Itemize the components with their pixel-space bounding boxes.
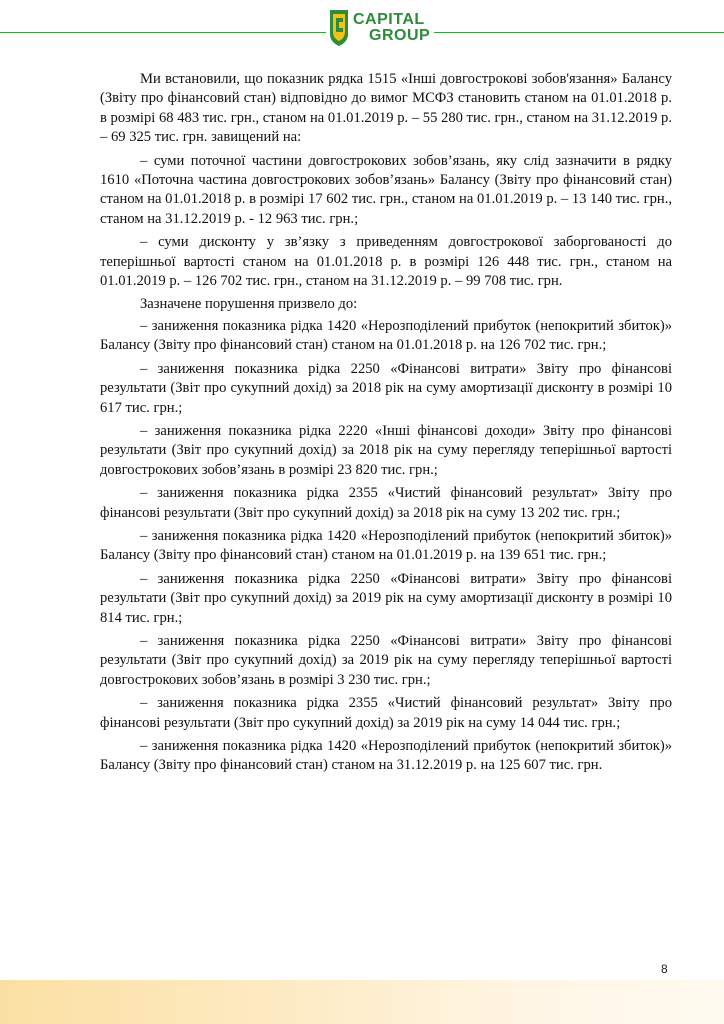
paragraph-item: – заниження показника рідка 2220 «Інші фінансові доходи» Звіту про фінансові результати (Звіт про сукупний дохід) за 2018 рік на суму перегляду теперішньої вартості довгострокових зобов’язань в розмірі 23 820 тис. грн.; bbox=[100, 422, 672, 478]
paragraph-item: – суми поточної частини довгострокових зобов’язань, яку слід зазначити в рядку 1610 «Поточна частина довгострокових зобов’язань» Балансу (Звіту про фінансовий стан) станом на 01.01.2018 р. в розмірі 17 602 тис. грн., станом на 01.01.2019 р. – 13 140 тис. грн., станом на 31.12.2019 р. - 12 963 тис. грн.; bbox=[100, 152, 672, 227]
paragraph-item: – заниження показника рідка 1420 «Нерозподілений прибуток (непокритий збиток)» Балансу (Звіту про фінансовий стан) станом на 01.01.2018 р. на 126 702 тис. грн.; bbox=[100, 317, 672, 354]
paragraph-lead: Зазначене порушення призвело до: bbox=[140, 296, 358, 313]
logo-wordmark bbox=[353, 12, 430, 44]
capital-group-shield-icon bbox=[328, 8, 350, 48]
page-number: 8 bbox=[661, 962, 668, 976]
paragraph-item: – заниження показника рідка 2250 «Фінансові витрати» Звіту про фінансові результати (Звіт про сукупний дохід) за 2019 рік на суму амортизації дисконту в розмірі 10 814 тис. грн.; bbox=[100, 570, 672, 626]
paragraph-item: – суми дисконту у зв’язку з приведенням довгострокової заборгованості до теперішньої вартості станом на 01.01.2018 р. в розмірі 126 448 тис. грн., станом на 01.01.2019 р. – 126 702 тис. грн., станом на 31.12.2019 р. – 99 708 тис. грн. bbox=[100, 234, 672, 290]
paragraph-item: – заниження показника рідка 1420 «Нерозподілений прибуток (непокритий збиток)» Балансу (Звіту про фінансовий стан) станом на 31.12.2019 р. на 125 607 тис. грн. bbox=[100, 738, 672, 774]
footer-band bbox=[0, 980, 724, 1024]
paragraph-item: – заниження показника рідка 2250 «Фінансові витрати» Звіту про фінансові результати (Звіт про сукупний дохід) за 2018 рік на суму амортизації дисконту в розмірі 10 617 тис. грн.; bbox=[100, 360, 672, 416]
paragraph-item: – заниження показника рідка 2355 «Чистий фінансовий результат» Звіту про фінансові результати (Звіт про сукупний дохід) за 2019 рік на суму 14 044 тис. грн.; bbox=[100, 695, 672, 731]
paragraph-item: – заниження показника рідка 1420 «Нерозподілений прибуток (непокритий збиток)» Балансу (Звіту про фінансовий стан) станом на 01.01.2019 р. на 139 651 тис. грн.; bbox=[100, 527, 672, 564]
paragraph-item: – заниження показника рідка 2250 «Фінансові витрати» Звіту про фінансові результати (Звіт про сукупний дохід) за 2019 рік на суму перегляду теперішньої вартості довгострокових зобов’язань в розмірі 3 230 тис. грн.; bbox=[100, 632, 672, 688]
logo-line-capital: CAPITAL bbox=[353, 11, 425, 28]
paragraph-item: – заниження показника рідка 2355 «Чистий фінансовий результат» Звіту про фінансові результати (Звіт про сукупний дохід) за 2018 рік на суму 13 202 тис. грн.; bbox=[100, 485, 672, 521]
paragraph-intro: Ми встановили, що показник рядка 1515 «Інші довгострокові зобов'язання» Балансу (Звіту про фінансовий стан) відповідно до вимог МСФЗ становить станом на 01.01.2018 р. в розмірі 68 483 тис. грн., станом на 01.01.2019 р. – 55 280 тис. грн., станом на 31.12.2019 р. – 69 325 тис. грн. завищений на: bbox=[100, 71, 672, 146]
document-body bbox=[100, 70, 672, 780]
company-logo bbox=[326, 6, 434, 50]
logo-line-group: GROUP bbox=[369, 27, 431, 44]
